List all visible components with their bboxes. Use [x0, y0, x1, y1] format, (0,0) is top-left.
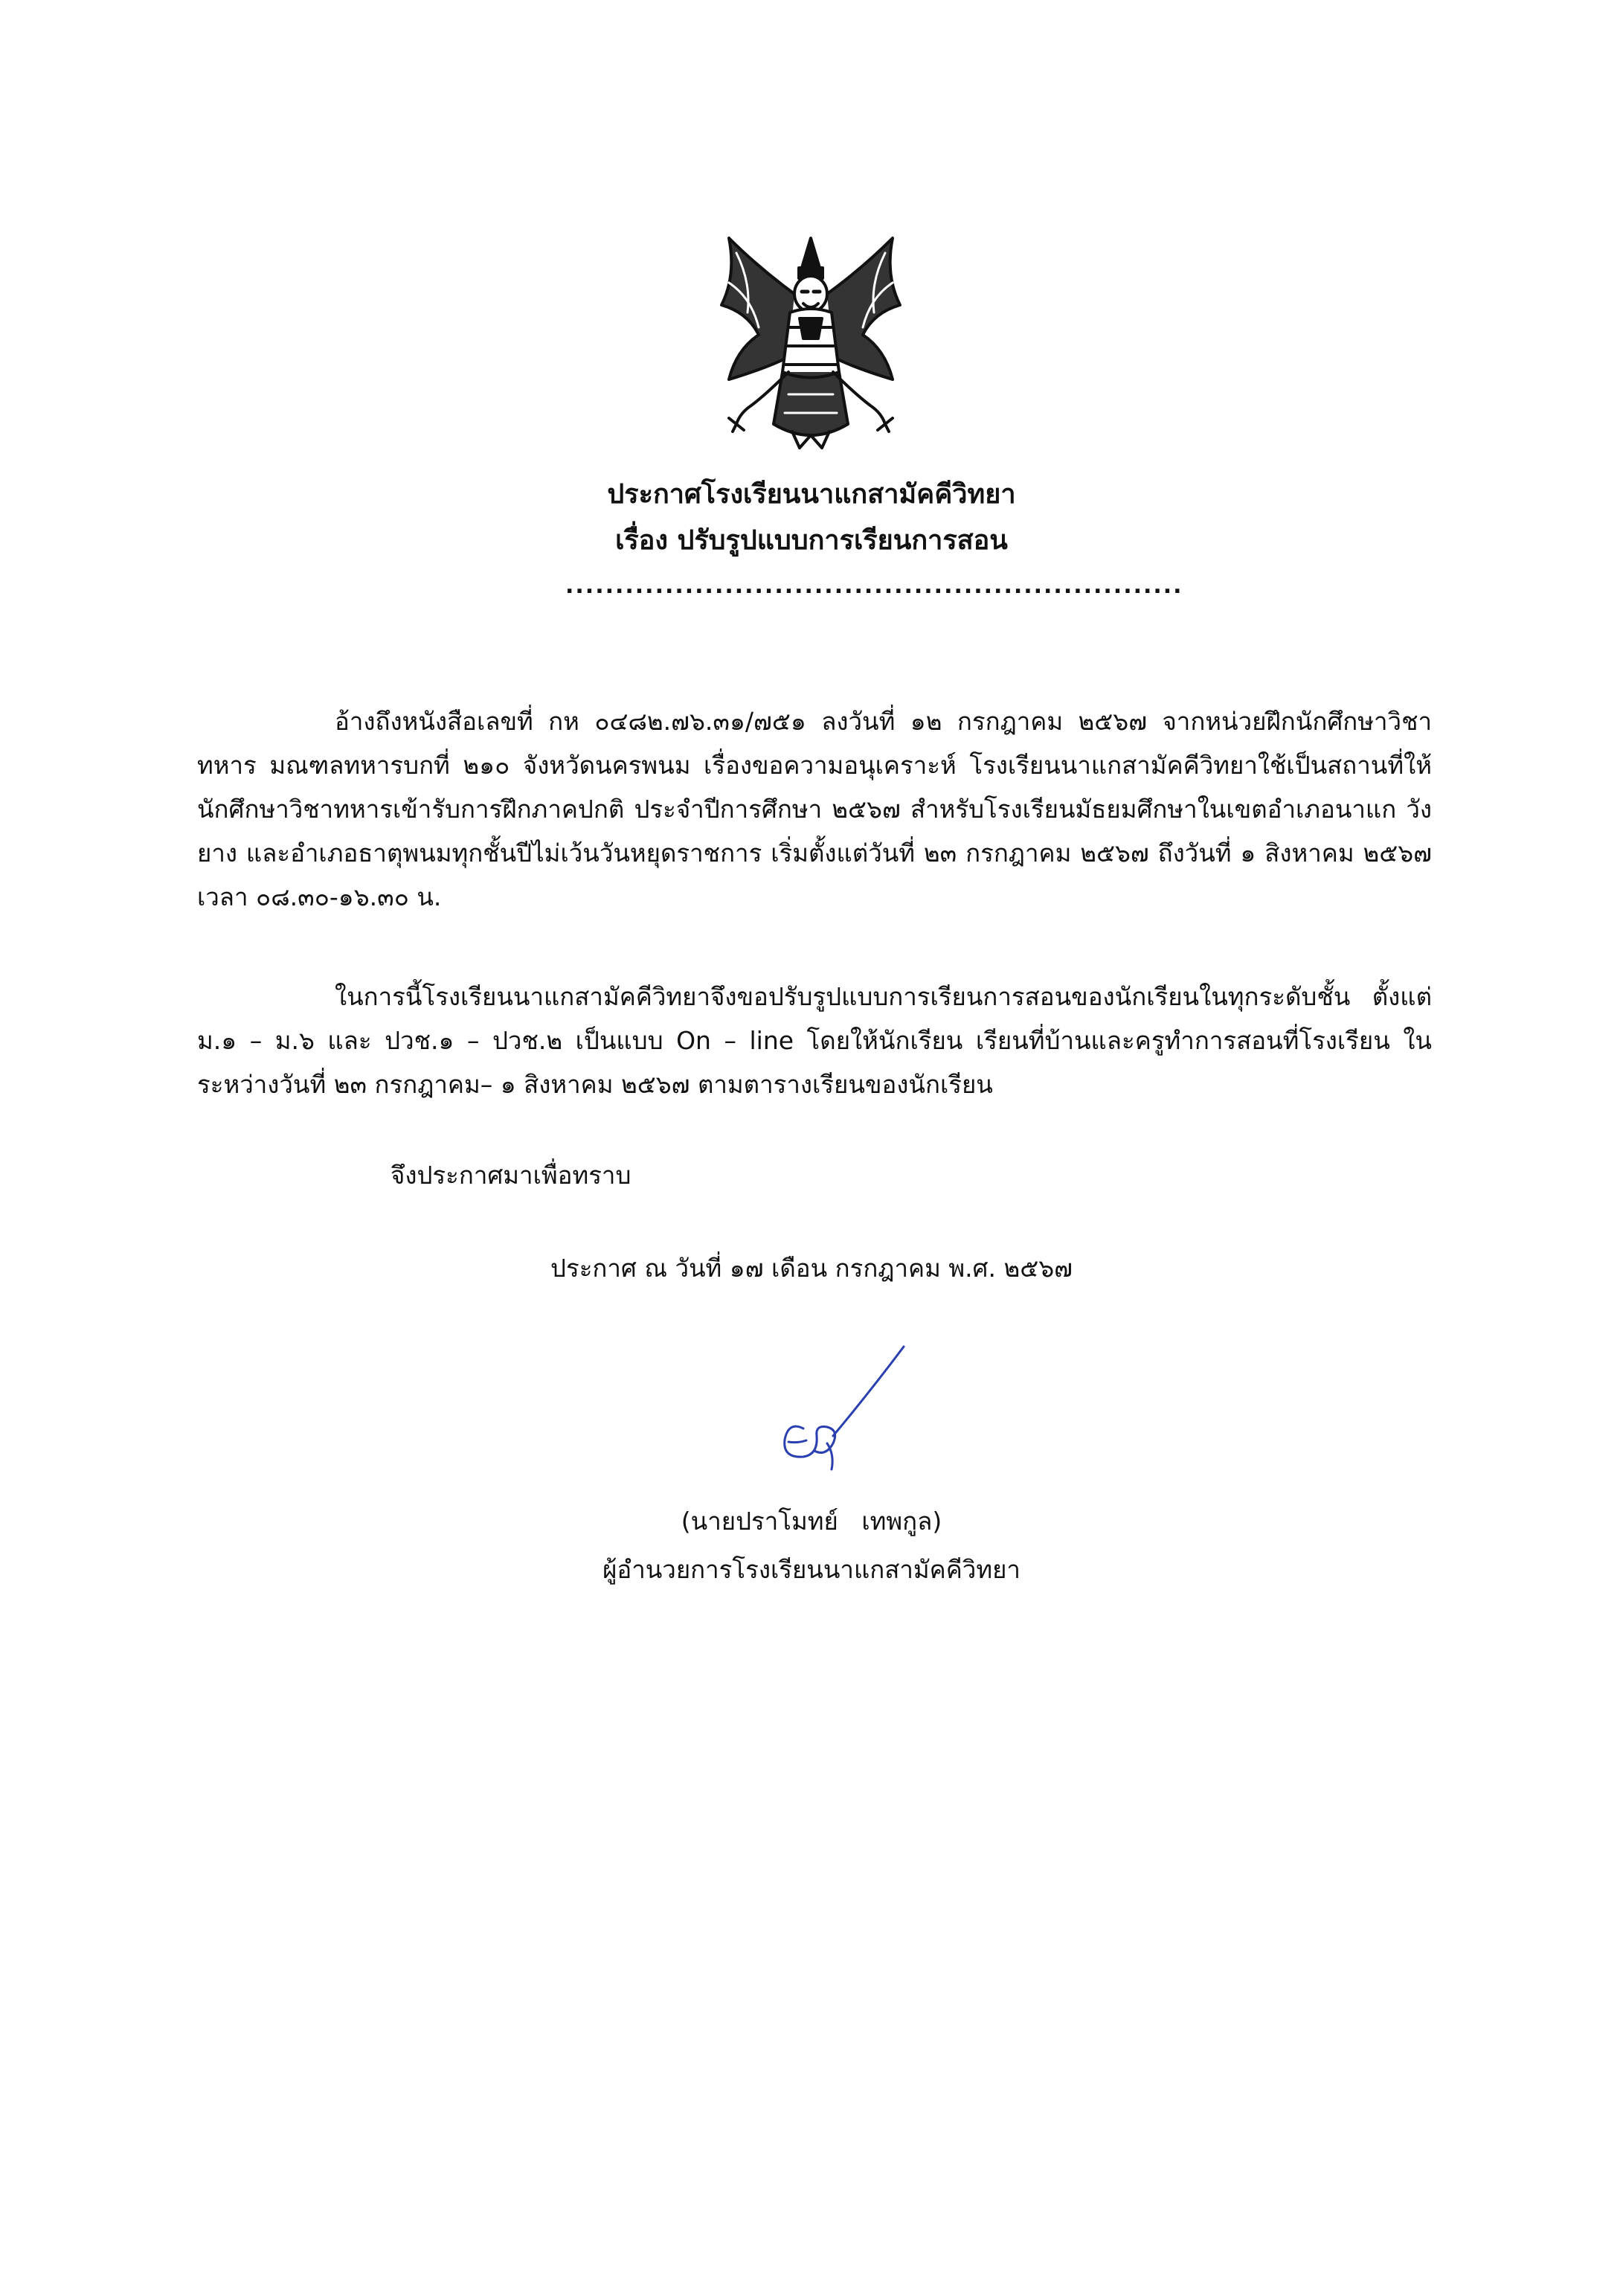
handwritten-signature	[744, 1332, 937, 1481]
dotted-divider: ..............................................................	[565, 573, 1183, 599]
closing-statement: จึงประกาศมาเพื่อทราบ	[391, 1161, 631, 1190]
announcement-title: ประกาศโรงเรียนนาแกสามัคคีวิทยา	[607, 479, 1016, 510]
body-paragraph-reference: อ้างถึงหนังสือเลขที่ กห ๐๔๘๒.๗๖.๓๑/๗๕๑ ลงวันที่ ๑๒ กรกฎาคม ๒๕๖๗ จากหน่วยฝึกนักศึกษาวิชาทหาร มณฑลทหารบกที่ ๒๑๐ จังหวัดนครพนม เรื่องขอความอนุเคราะห์ โรงเรียนนาแกสามัคคีวิทยาใช้เป็นสถานที่ให้นักศึกษาวิชาทหารเข้ารับการฝึกภาคปกติ ประจำปีการศึกษา ๒๕๖๗ สำหรับโรงเรียนมัธยมศึกษาในเขตอำเภอนาแก วังยาง และอำเภอธาตุพนมทุกชั้นปีไม่เว้นวันหยุดราชการ เริ่มตั้งแต่วันที่ ๒๓ กรกฎาคม ๒๕๖๗ ถึงวันที่ ๑ สิงหาคม ๒๕๖๗ เวลา ๐๘.๓๐-๑๖.๓๐ น.	[197, 707, 1432, 911]
body-paragraph-announcement: ในการนี้โรงเรียนนาแกสามัคคีวิทยาจึงขอปรับรูปแบบการเรียนการสอนของนักเรียนในทุกระดับชั้น ตั้งแต่ ม.๑ – ม.๖ และ ปวช.๑ – ปวช.๒ เป็นแบบ On – line โดยให้นักเรียน เรียนที่บ้านและครูทำการสอนที่โรงเรียน ในระหว่างวันที่ ๒๓ กรกฎาคม– ๑ สิงหาคม ๒๕๖๗ ตามตารางเรียนของนักเรียน	[197, 982, 1432, 1099]
announcement-subject: เรื่อง ปรับรูปแบบการเรียนการสอน	[615, 525, 1008, 556]
garuda-emblem-icon	[707, 223, 915, 454]
announcement-date: ประกาศ ณ วันที่ ๑๗ เดือน กรกฎาคม พ.ศ. ๒๕๖๗	[550, 1254, 1073, 1283]
signer-name: (นายปราโมทย์ เทพกูล)	[681, 1507, 942, 1536]
signer-position: ผู้อำนวยการโรงเรียนนาแกสามัคคีวิทยา	[602, 1555, 1021, 1584]
